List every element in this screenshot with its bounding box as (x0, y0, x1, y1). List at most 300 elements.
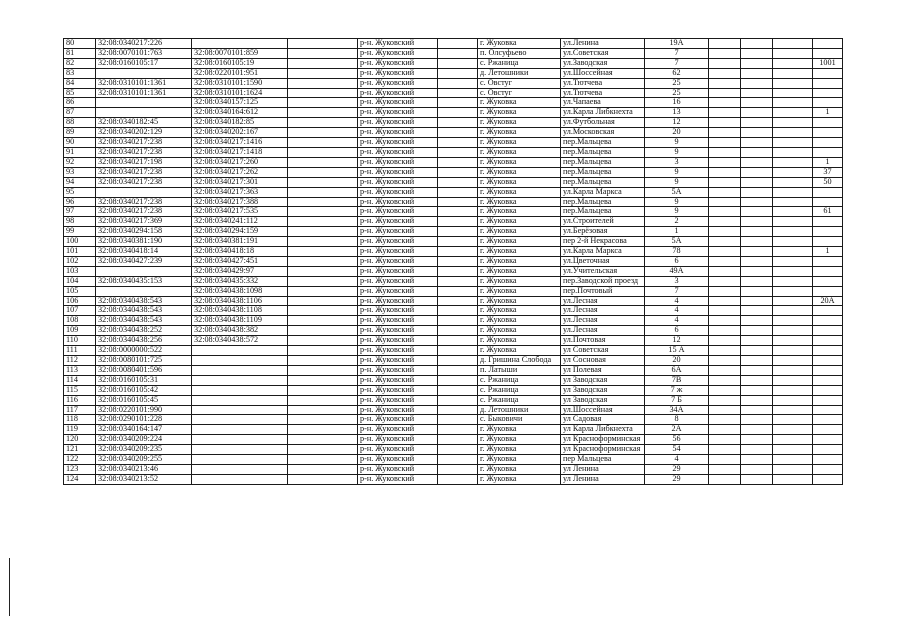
cell-extra-col (288, 237, 358, 247)
cell-cadastral-number-parcel (96, 108, 192, 118)
cell-cadastral-number-object: 32:08:0340427:451 (192, 256, 288, 266)
cell-house-number: 4 (645, 316, 709, 326)
cell-cadastral-number-object: 32:08:0340294:159 (192, 227, 288, 237)
cell-col-a (709, 385, 741, 395)
cell-street: ул.Лесная (561, 306, 645, 316)
cell-col-b (741, 237, 773, 247)
cell-street: ул.Шоссейная (561, 68, 645, 78)
cell-locality: г. Жуковка (478, 266, 561, 276)
cell-district: р-н. Жуковский (358, 286, 438, 296)
cell-extra-col (288, 385, 358, 395)
cell-col-c (773, 88, 813, 98)
cell-cadastral-number-object: 32:08:0340438:1098 (192, 286, 288, 296)
cell-row-number: 93 (64, 167, 96, 177)
cell-cadastral-number-object (192, 39, 288, 49)
cell-locality: г. Жуковка (478, 326, 561, 336)
cell-col-c (773, 237, 813, 247)
cell-cadastral-number-object: 32:08:0340157:125 (192, 98, 288, 108)
cell-col-a (709, 237, 741, 247)
registry-table (63, 38, 843, 485)
cell-street: ул.Заводская (561, 58, 645, 68)
cell-cadastral-number-parcel: 32:08:0340213:52 (96, 474, 192, 484)
cell-cadastral-number-parcel: 32:08:0340213:46 (96, 464, 192, 474)
cell-district: р-н. Жуковский (358, 78, 438, 88)
cell-locality: г. Жуковка (478, 474, 561, 484)
cell-cadastral-number-parcel: 32:08:0340217:238 (96, 138, 192, 148)
cell-house-number: 29 (645, 474, 709, 484)
cell-col-blank (438, 276, 478, 286)
table-row (64, 118, 843, 128)
cell-district: р-н. Жуковский (358, 128, 438, 138)
cell-col-c (773, 276, 813, 286)
cell-locality: г. Жуковка (478, 177, 561, 187)
table-row (64, 88, 843, 98)
table-row (64, 385, 843, 395)
table-row (64, 217, 843, 227)
cell-apartment-number (813, 346, 843, 356)
cell-col-blank (438, 266, 478, 276)
cell-cadastral-number-parcel: 32:08:0000000:522 (96, 346, 192, 356)
cell-col-a (709, 435, 741, 445)
cell-col-b (741, 425, 773, 435)
cell-street: ул Карла Либкнехта (561, 425, 645, 435)
cell-col-a (709, 167, 741, 177)
cell-col-a (709, 316, 741, 326)
cell-district: р-н. Жуковский (358, 266, 438, 276)
cell-house-number: 16 (645, 98, 709, 108)
cell-cadastral-number-object: 32:08:0340217:363 (192, 187, 288, 197)
cell-row-number: 100 (64, 237, 96, 247)
cell-cadastral-number-object (192, 375, 288, 385)
table-row (64, 346, 843, 356)
cell-col-blank (438, 247, 478, 257)
cell-cadastral-number-object: 32:08:0340381:191 (192, 237, 288, 247)
cell-cadastral-number-object: 32:08:0340438:1109 (192, 316, 288, 326)
cell-house-number: 3 (645, 157, 709, 167)
cell-extra-col (288, 415, 358, 425)
cell-col-b (741, 306, 773, 316)
cell-locality: с. Ржаница (478, 395, 561, 405)
table-row (64, 286, 843, 296)
cell-cadastral-number-parcel: 32:08:0340294:158 (96, 227, 192, 237)
cell-district: р-н. Жуковский (358, 197, 438, 207)
cell-cadastral-number-object (192, 455, 288, 465)
cell-row-number: 109 (64, 326, 96, 336)
cell-house-number: 7В (645, 375, 709, 385)
cell-col-blank (438, 395, 478, 405)
cell-apartment-number (813, 128, 843, 138)
cell-apartment-number: 50 (813, 177, 843, 187)
cell-cadastral-number-parcel: 32:08:0340182:45 (96, 118, 192, 128)
cell-col-c (773, 217, 813, 227)
cell-col-a (709, 39, 741, 49)
cell-cadastral-number-parcel: 32:08:0340217:369 (96, 217, 192, 227)
cell-locality: г. Жуковка (478, 118, 561, 128)
cell-col-a (709, 217, 741, 227)
cell-col-c (773, 375, 813, 385)
table-row (64, 138, 843, 148)
cell-apartment-number (813, 425, 843, 435)
cell-extra-col (288, 197, 358, 207)
cell-street: ул.Чапаева (561, 98, 645, 108)
cell-cadastral-number-parcel: 32:08:0340217:238 (96, 177, 192, 187)
cell-col-c (773, 395, 813, 405)
cell-house-number: 62 (645, 68, 709, 78)
cell-row-number: 120 (64, 435, 96, 445)
cell-col-c (773, 207, 813, 217)
table-row (64, 474, 843, 484)
cell-extra-col (288, 157, 358, 167)
table-row (64, 197, 843, 207)
cell-locality: г. Жуковка (478, 98, 561, 108)
cell-apartment-number (813, 375, 843, 385)
cell-extra-col (288, 306, 358, 316)
cell-extra-col (288, 167, 358, 177)
cell-apartment-number (813, 316, 843, 326)
cell-col-blank (438, 118, 478, 128)
cell-col-b (741, 68, 773, 78)
cell-cadastral-number-object (192, 346, 288, 356)
cell-col-c (773, 266, 813, 276)
cell-district: р-н. Жуковский (358, 415, 438, 425)
cell-cadastral-number-parcel: 32:08:0340381:190 (96, 237, 192, 247)
cell-locality: г. Жуковка (478, 157, 561, 167)
cell-col-blank (438, 68, 478, 78)
cell-street: ул Ленина (561, 474, 645, 484)
cell-col-c (773, 227, 813, 237)
cell-locality: г. Жуковка (478, 247, 561, 257)
cell-apartment-number (813, 237, 843, 247)
cell-col-b (741, 286, 773, 296)
cell-locality: г. Жуковка (478, 227, 561, 237)
cell-row-number: 102 (64, 256, 96, 266)
cell-cadastral-number-object: 32:08:0340429:97 (192, 266, 288, 276)
cell-apartment-number (813, 365, 843, 375)
cell-col-a (709, 425, 741, 435)
cell-col-blank (438, 365, 478, 375)
cell-col-c (773, 415, 813, 425)
cell-col-b (741, 474, 773, 484)
cell-apartment-number: 1 (813, 247, 843, 257)
cell-col-b (741, 296, 773, 306)
cell-extra-col (288, 474, 358, 484)
cell-col-c (773, 48, 813, 58)
cell-col-blank (438, 336, 478, 346)
cell-apartment-number (813, 276, 843, 286)
cell-col-blank (438, 425, 478, 435)
cell-cadastral-number-object: 32:08:0310101:1624 (192, 88, 288, 98)
cell-street: ул.Лесная (561, 296, 645, 306)
cell-apartment-number (813, 326, 843, 336)
cell-street: ул.Почтовая (561, 336, 645, 346)
cell-apartment-number: 1001 (813, 58, 843, 68)
cell-cadastral-number-object: 32:08:0340438:1108 (192, 306, 288, 316)
cell-street: ул Ленина (561, 464, 645, 474)
cell-cadastral-number-object: 32:08:0340164:612 (192, 108, 288, 118)
cell-row-number: 124 (64, 474, 96, 484)
cell-cadastral-number-object (192, 365, 288, 375)
cell-apartment-number (813, 415, 843, 425)
cell-cadastral-number-object (192, 445, 288, 455)
cell-apartment-number (813, 395, 843, 405)
cell-col-b (741, 138, 773, 148)
cell-cadastral-number-parcel: 32:08:0340217:238 (96, 167, 192, 177)
cell-street: пер.Мальцева (561, 147, 645, 157)
table-row (64, 256, 843, 266)
cell-col-c (773, 445, 813, 455)
cell-extra-col (288, 88, 358, 98)
table-row (64, 326, 843, 336)
cell-cadastral-number-parcel: 32:08:0340438:543 (96, 296, 192, 306)
cell-house-number: 56 (645, 435, 709, 445)
cell-cadastral-number-object: 32:08:0340241:112 (192, 217, 288, 227)
cell-extra-col (288, 435, 358, 445)
cell-cadastral-number-parcel (96, 187, 192, 197)
cell-row-number: 119 (64, 425, 96, 435)
cell-extra-col (288, 455, 358, 465)
cell-cadastral-number-object: 32:08:0340438:572 (192, 336, 288, 346)
cell-locality: г. Жуковка (478, 276, 561, 286)
cell-locality: г. Жуковка (478, 207, 561, 217)
cell-street: ул.Советская (561, 48, 645, 58)
cell-row-number: 101 (64, 247, 96, 257)
cell-col-b (741, 197, 773, 207)
cell-locality: п. Олсуфьево (478, 48, 561, 58)
cell-cadastral-number-object: 32:08:0340217:260 (192, 157, 288, 167)
cell-apartment-number (813, 39, 843, 49)
cell-locality: с. Овстуг (478, 78, 561, 88)
cell-col-blank (438, 167, 478, 177)
cell-row-number: 80 (64, 39, 96, 49)
cell-row-number: 110 (64, 336, 96, 346)
cell-col-b (741, 415, 773, 425)
cell-col-c (773, 187, 813, 197)
cell-col-a (709, 306, 741, 316)
cell-col-c (773, 385, 813, 395)
cell-locality: г. Жуковка (478, 455, 561, 465)
cell-col-c (773, 356, 813, 366)
table-row (64, 336, 843, 346)
table-row (64, 375, 843, 385)
table-row (64, 167, 843, 177)
cell-col-b (741, 98, 773, 108)
cell-col-c (773, 118, 813, 128)
table-row (64, 435, 843, 445)
cell-apartment-number: 20А (813, 296, 843, 306)
cell-col-blank (438, 237, 478, 247)
cell-house-number: 7 ж (645, 385, 709, 395)
cell-col-blank (438, 474, 478, 484)
cell-cadastral-number-object: 32:08:0340438:1106 (192, 296, 288, 306)
cell-extra-col (288, 98, 358, 108)
cell-extra-col (288, 147, 358, 157)
cell-cadastral-number-parcel: 32:08:0340217:238 (96, 147, 192, 157)
cell-locality: с. Ржаница (478, 58, 561, 68)
cell-apartment-number (813, 217, 843, 227)
cell-cadastral-number-parcel: 32:08:0290101:228 (96, 415, 192, 425)
cell-col-b (741, 326, 773, 336)
cell-cadastral-number-parcel: 32:08:0340217:238 (96, 207, 192, 217)
cell-cadastral-number-object (192, 435, 288, 445)
cell-extra-col (288, 39, 358, 49)
cell-apartment-number (813, 147, 843, 157)
cell-col-b (741, 88, 773, 98)
cell-row-number: 113 (64, 365, 96, 375)
table-row (64, 464, 843, 474)
cell-extra-col (288, 227, 358, 237)
cell-street: ул Красноформинская (561, 445, 645, 455)
cell-extra-col (288, 425, 358, 435)
cell-col-blank (438, 346, 478, 356)
cell-extra-col (288, 58, 358, 68)
cell-col-blank (438, 128, 478, 138)
cell-col-a (709, 266, 741, 276)
cell-district: р-н. Жуковский (358, 39, 438, 49)
cell-locality: с. Ржаница (478, 385, 561, 395)
cell-cadastral-number-parcel: 32:08:0340438:543 (96, 306, 192, 316)
cell-col-b (741, 435, 773, 445)
cell-cadastral-number-parcel: 32:08:0080401:596 (96, 365, 192, 375)
cell-extra-col (288, 286, 358, 296)
cell-col-a (709, 177, 741, 187)
cell-district: р-н. Жуковский (358, 385, 438, 395)
cell-col-blank (438, 415, 478, 425)
table-row (64, 316, 843, 326)
cell-col-b (741, 266, 773, 276)
cell-col-c (773, 425, 813, 435)
cell-locality: с. Ржаница (478, 375, 561, 385)
cell-col-c (773, 464, 813, 474)
cell-col-a (709, 415, 741, 425)
cell-extra-col (288, 336, 358, 346)
cell-col-a (709, 157, 741, 167)
cell-col-a (709, 68, 741, 78)
cell-house-number: 25 (645, 78, 709, 88)
cell-col-blank (438, 39, 478, 49)
table-row (64, 356, 843, 366)
cell-cadastral-number-parcel: 32:08:0340217:198 (96, 157, 192, 167)
cell-col-a (709, 375, 741, 385)
cell-district: р-н. Жуковский (358, 118, 438, 128)
table-row (64, 445, 843, 455)
cell-col-b (741, 187, 773, 197)
cell-col-c (773, 316, 813, 326)
cell-district: р-н. Жуковский (358, 58, 438, 68)
cell-street: ул.Ленина (561, 39, 645, 49)
cell-row-number: 90 (64, 138, 96, 148)
cell-extra-col (288, 68, 358, 78)
cell-street: ул.Учительская (561, 266, 645, 276)
cell-district: р-н. Жуковский (358, 316, 438, 326)
cell-locality: г. Жуковка (478, 167, 561, 177)
cell-col-blank (438, 138, 478, 148)
cell-row-number: 85 (64, 88, 96, 98)
cell-extra-col (288, 217, 358, 227)
cell-district: р-н. Жуковский (358, 98, 438, 108)
cell-row-number: 105 (64, 286, 96, 296)
cell-street: ул.Тютчева (561, 78, 645, 88)
cell-cadastral-number-object (192, 356, 288, 366)
cell-extra-col (288, 316, 358, 326)
cell-street: ул.Берёзовая (561, 227, 645, 237)
cell-street: ул Сосновая (561, 356, 645, 366)
cell-row-number: 82 (64, 58, 96, 68)
cell-row-number: 94 (64, 177, 96, 187)
cell-col-c (773, 167, 813, 177)
cell-locality: г. Жуковка (478, 128, 561, 138)
cell-house-number: 9 (645, 167, 709, 177)
cell-col-blank (438, 445, 478, 455)
table-row (64, 128, 843, 138)
cell-extra-col (288, 187, 358, 197)
cell-col-a (709, 197, 741, 207)
cell-col-a (709, 207, 741, 217)
cell-street: пер.Мальцева (561, 167, 645, 177)
cell-locality: с. Быковичи (478, 415, 561, 425)
cell-row-number: 95 (64, 187, 96, 197)
cell-district: р-н. Жуковский (358, 217, 438, 227)
cell-row-number: 98 (64, 217, 96, 227)
cell-locality: г. Жуковка (478, 187, 561, 197)
cell-house-number: 7 (645, 58, 709, 68)
cell-district: р-н. Жуковский (358, 375, 438, 385)
cell-house-number: 7 Б (645, 395, 709, 405)
cell-locality: д. Летошники (478, 68, 561, 78)
cell-row-number: 103 (64, 266, 96, 276)
cell-cadastral-number-parcel: 32:08:0160105:17 (96, 58, 192, 68)
table-row (64, 296, 843, 306)
cell-house-number: 5А (645, 187, 709, 197)
cell-street: пер.Мальцева (561, 207, 645, 217)
cell-col-a (709, 445, 741, 455)
cell-house-number: 19А (645, 39, 709, 49)
cell-col-b (741, 445, 773, 455)
cell-house-number: 9 (645, 207, 709, 217)
cell-col-a (709, 346, 741, 356)
cell-col-b (741, 336, 773, 346)
cell-col-c (773, 326, 813, 336)
cell-cadastral-number-object: 32:08:0340217:262 (192, 167, 288, 177)
cell-street: ул.Лесная (561, 326, 645, 336)
cell-row-number: 87 (64, 108, 96, 118)
table-row (64, 425, 843, 435)
table-row (64, 365, 843, 375)
cell-col-b (741, 375, 773, 385)
cell-col-c (773, 474, 813, 484)
cell-extra-col (288, 356, 358, 366)
cell-street: ул.Карла Маркса (561, 247, 645, 257)
cell-cadastral-number-parcel: 32:08:0340209:224 (96, 435, 192, 445)
cell-col-blank (438, 98, 478, 108)
cell-locality: г. Жуковка (478, 197, 561, 207)
cell-house-number: 6 (645, 256, 709, 266)
cell-apartment-number (813, 286, 843, 296)
table-row (64, 68, 843, 78)
cell-house-number: 20 (645, 356, 709, 366)
cell-col-b (741, 58, 773, 68)
cell-col-blank (438, 157, 478, 167)
cell-row-number: 108 (64, 316, 96, 326)
cell-col-c (773, 147, 813, 157)
cell-cadastral-number-parcel: 32:08:0160105:31 (96, 375, 192, 385)
cell-cadastral-number-parcel: 32:08:0160105:45 (96, 395, 192, 405)
cell-col-c (773, 247, 813, 257)
table-row (64, 48, 843, 58)
cell-extra-col (288, 405, 358, 415)
cell-apartment-number (813, 455, 843, 465)
cell-col-a (709, 474, 741, 484)
cell-cadastral-number-object: 32:08:0340217:388 (192, 197, 288, 207)
